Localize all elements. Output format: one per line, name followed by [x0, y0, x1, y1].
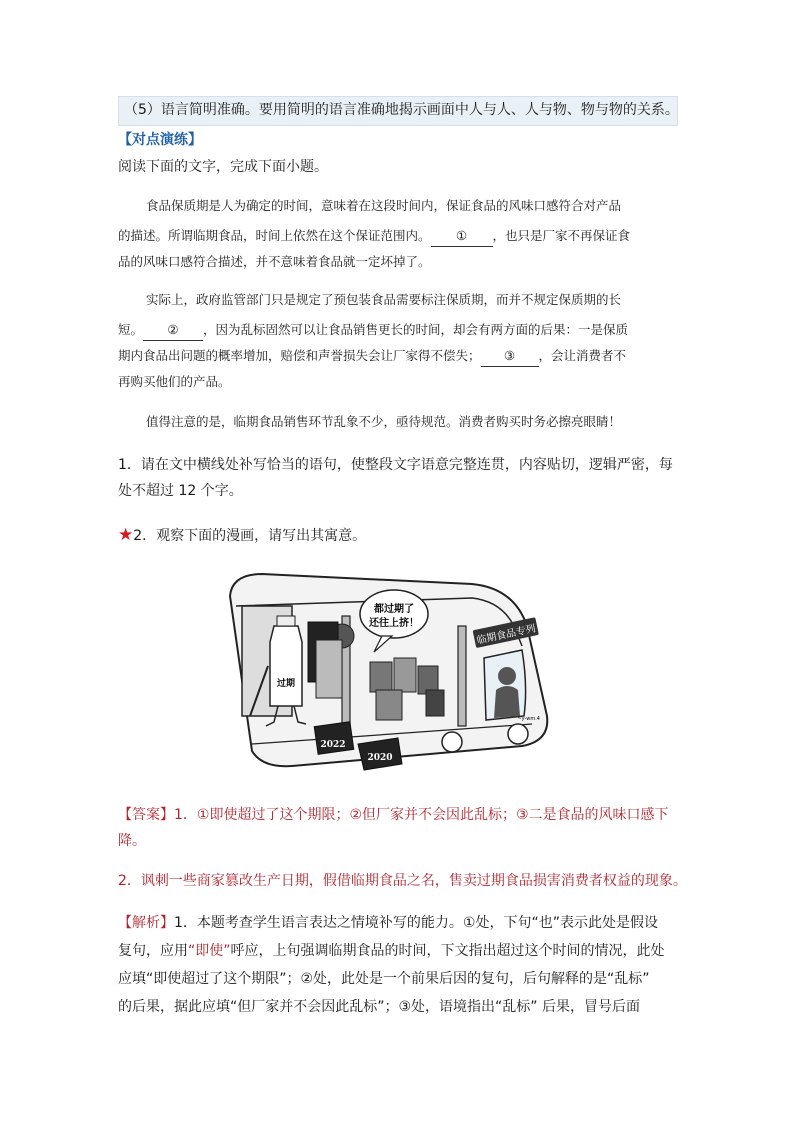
passage-p3-line1: 值得注意的是，临期食品销售环节乱象不少，亟待规范。消费者购买时务必擦亮眼睛！ [146, 414, 622, 429]
year-label-2: 2020 [367, 753, 393, 763]
analysis-line1: 【解析】1．本题考查学生语言表达之情境补写的能力。①处，下句“也”表示此处是假设 [118, 915, 658, 931]
comic-illustration [222, 566, 557, 774]
question-1-line2: 处不超过 12 个字。 [118, 483, 243, 499]
question-2: ★2．观察下面的漫画，请写出其寓意。 [118, 525, 367, 545]
comic-signature: ~y-wm.4 [517, 716, 540, 722]
passage-p2-line2: 短。 ② ，因为乱标固然可以让食品销售更长的时间，却会有两方面的后果：一是保质 [118, 320, 628, 341]
blank-1: ① [431, 226, 493, 247]
analysis-line3: 应填“即使超过了这个期限”；②处，此处是一个前果后因的复句，后句解释的是“乱标” [118, 971, 650, 987]
passage-p1-line3: 品的风味口感符合描述，并不意味着食品就一定坏掉了。 [118, 254, 431, 269]
answer-2: 2．讽刺一些商家篡改生产日期，假借临期食品之名，售卖过期食品损害消费者权益的现象。 [118, 873, 687, 889]
analysis-line4: 的后果，据此应填“但厂家并不会因此乱标”；③处，语境指出“乱标” 后果，冒号后面 [118, 999, 641, 1015]
section-heading: 【对点演练】 [118, 132, 202, 148]
answer-label: 【答案】 [118, 807, 174, 823]
analysis-label: 【解析】 [118, 915, 174, 931]
instruction: 阅读下面的文字，完成下面小题。 [118, 159, 328, 175]
question-1-line1: 1．请在文中横线处补写恰当的语句，使整段文字语意完整连贯，内容贴切，逻辑严密，每 [118, 457, 673, 473]
passage-p1-line2: 的描述。所谓临期食品，时间上依然在这个保证范围内。 ① ，也只是厂家不再保证食 [118, 226, 630, 247]
train-sign: 临期食品专列 [475, 623, 537, 647]
speech-bubble-line2: 还往上挤！ [369, 618, 419, 629]
star-icon: ★ [118, 525, 134, 545]
answer-line2: 降。 [118, 833, 146, 849]
tip-text: （5）语言简明准确。要用简明的语言准确地揭示画面中人与人、人与物、物与物的关系。 [124, 102, 679, 118]
label-expired: 过期 [276, 679, 296, 689]
answer-line1: 【答案】1．①即使超过了这个期限；②但厂家并不会因此乱标；③二是食品的风味口感下 [118, 807, 669, 823]
blank-3: ③ [481, 346, 539, 367]
blank-2: ② [143, 320, 203, 341]
passage-p2-line1: 实际上，政府监管部门只是规定了预包装食品需要标注保质期，而并不规定保质期的长 [146, 292, 622, 307]
passage-p1-line1: 食品保质期是人为确定的时间，意味着在这段时间内，保证食品的风味口感符合对产品 [146, 198, 622, 213]
analysis-line2: 复句，应用“即使”呼应，上句强调临期食品的时间，下文指出超过这个时间的情况，此处 [118, 943, 665, 959]
speech-bubble-line1: 都过期了 [374, 604, 414, 615]
passage-p2-line3: 期内食品出问题的概率增加，赔偿和声誉损失会让厂家得不偿失； ③ ，会让消费者不 [118, 346, 626, 367]
passage-p2-line4: 再购买他们的产品。 [118, 374, 231, 389]
year-label-1: 2022 [320, 740, 346, 750]
